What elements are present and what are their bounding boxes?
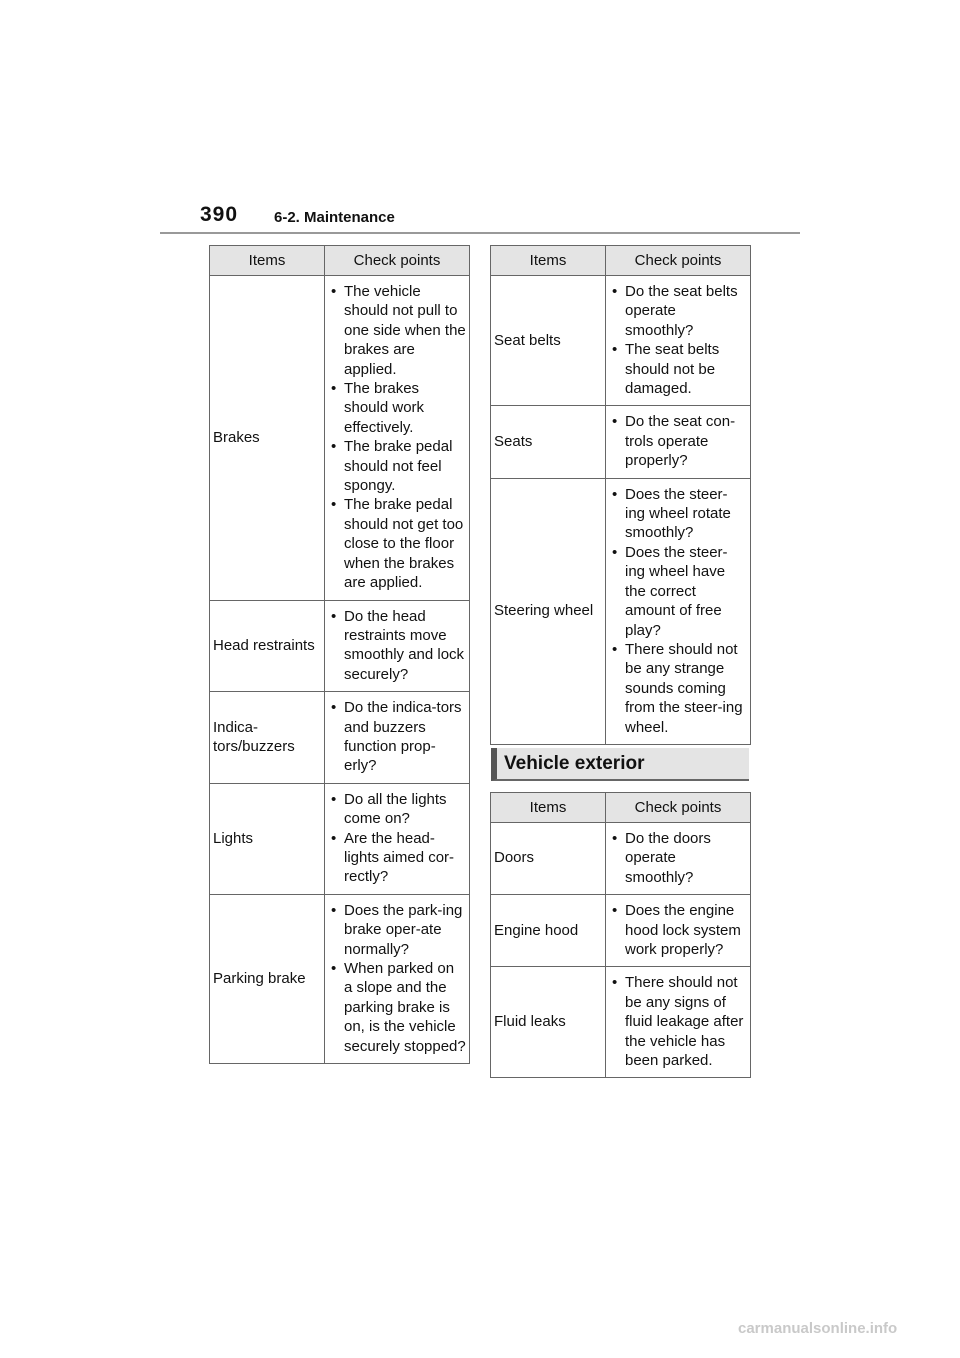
check-point: • There should not be any strange sounds coming from the steer-ing wheel. [609, 640, 747, 737]
check-point: • Does the engine hood lock system work properly? [609, 901, 747, 959]
item-name: Engine hood [491, 895, 606, 967]
check-points-cell [606, 967, 751, 1078]
check-point: • There should not be any signs of fluid leakage after the vehicle has been parked. [609, 973, 747, 1070]
inspection-table-left [209, 245, 470, 1064]
column-header-check-points: Check points [606, 246, 751, 276]
check-point: • Do the seat con-trols operate properly? [609, 412, 747, 470]
table-row [210, 276, 470, 601]
check-points-cell [325, 692, 470, 784]
check-point: • Do the doors operate smoothly? [609, 829, 747, 887]
check-point: • The brake pedal should not feel spongy. [328, 437, 466, 495]
table-row [210, 692, 470, 784]
item-name: Brakes [210, 276, 325, 601]
item-name: Head restraints [210, 600, 325, 692]
check-points-cell [325, 894, 470, 1063]
header-rule [160, 232, 800, 234]
check-points-list [328, 698, 466, 776]
check-points-cell [606, 406, 751, 478]
check-point: • Does the park-ing brake oper-ate normally? [328, 901, 466, 959]
check-points-list [609, 412, 747, 470]
check-point: • Do all the lights come on? [328, 790, 466, 829]
table-row [491, 895, 751, 967]
check-point: • When parked on a slope and the parking brake is on, is the vehicle securely stopped? [328, 959, 466, 1056]
check-points-list [609, 485, 747, 737]
item-name: Parking brake [210, 894, 325, 1063]
table-row [491, 276, 751, 406]
check-point: • The brakes should work effectively. [328, 379, 466, 437]
check-point: • Does the steer-ing wheel rotate smoothly? [609, 485, 747, 543]
check-points-cell [606, 478, 751, 744]
check-point: • The vehicle should not pull to one side when the brakes are applied. [328, 282, 466, 379]
check-point: • The brake pedal should not get too close to the floor when the brakes are applied. [328, 495, 466, 592]
item-name: Doors [491, 823, 606, 895]
check-points-cell [325, 783, 470, 894]
item-name: Fluid leaks [491, 967, 606, 1078]
column-header-items: Items [491, 793, 606, 823]
table-row [210, 894, 470, 1063]
check-points-list [328, 607, 466, 685]
check-points-list [328, 790, 466, 887]
check-point: • Do the indica-tors and buzzers function prop-erly? [328, 698, 466, 776]
column-header-check-points: Check points [325, 246, 470, 276]
table-row [491, 478, 751, 744]
table-row [210, 783, 470, 894]
inspection-table-right [490, 245, 751, 745]
check-points-list [609, 901, 747, 959]
check-points-cell [325, 276, 470, 601]
item-name: Indica-tors/buzzers [210, 692, 325, 784]
table-row [491, 406, 751, 478]
section-title: 6-2. Maintenance [274, 209, 395, 226]
item-name: Seats [491, 406, 606, 478]
watermark-text: carmanualsonline.info [738, 1320, 898, 1337]
item-name: Seat belts [491, 276, 606, 406]
check-points-list [609, 973, 747, 1070]
check-points-list [609, 282, 747, 398]
vehicle-exterior-heading: Vehicle exterior [491, 748, 749, 781]
table-row [210, 600, 470, 692]
check-points-cell [606, 895, 751, 967]
check-points-cell [606, 276, 751, 406]
column-header-items: Items [491, 246, 606, 276]
check-point: • Do the seat belts operate smoothly? [609, 282, 747, 340]
check-point: • Do the head restraints move smoothly and lock securely? [328, 607, 466, 685]
table-row [491, 967, 751, 1078]
table-row [491, 823, 751, 895]
check-points-cell [325, 600, 470, 692]
column-header-check-points: Check points [606, 793, 751, 823]
check-points-list [609, 829, 747, 887]
check-point: • The seat belts should not be damaged. [609, 340, 747, 398]
check-point: • Does the steer-ing wheel have the correct amount of free play? [609, 543, 747, 640]
column-header-items: Items [210, 246, 325, 276]
check-points-list [328, 901, 466, 1056]
item-name: Lights [210, 783, 325, 894]
check-points-cell [606, 823, 751, 895]
check-point: • Are the head-lights aimed cor-rectly? [328, 829, 466, 887]
check-points-list [328, 282, 466, 593]
item-name: Steering wheel [491, 478, 606, 744]
page-number: 390 [200, 203, 239, 226]
vehicle-exterior-table [490, 792, 751, 1078]
